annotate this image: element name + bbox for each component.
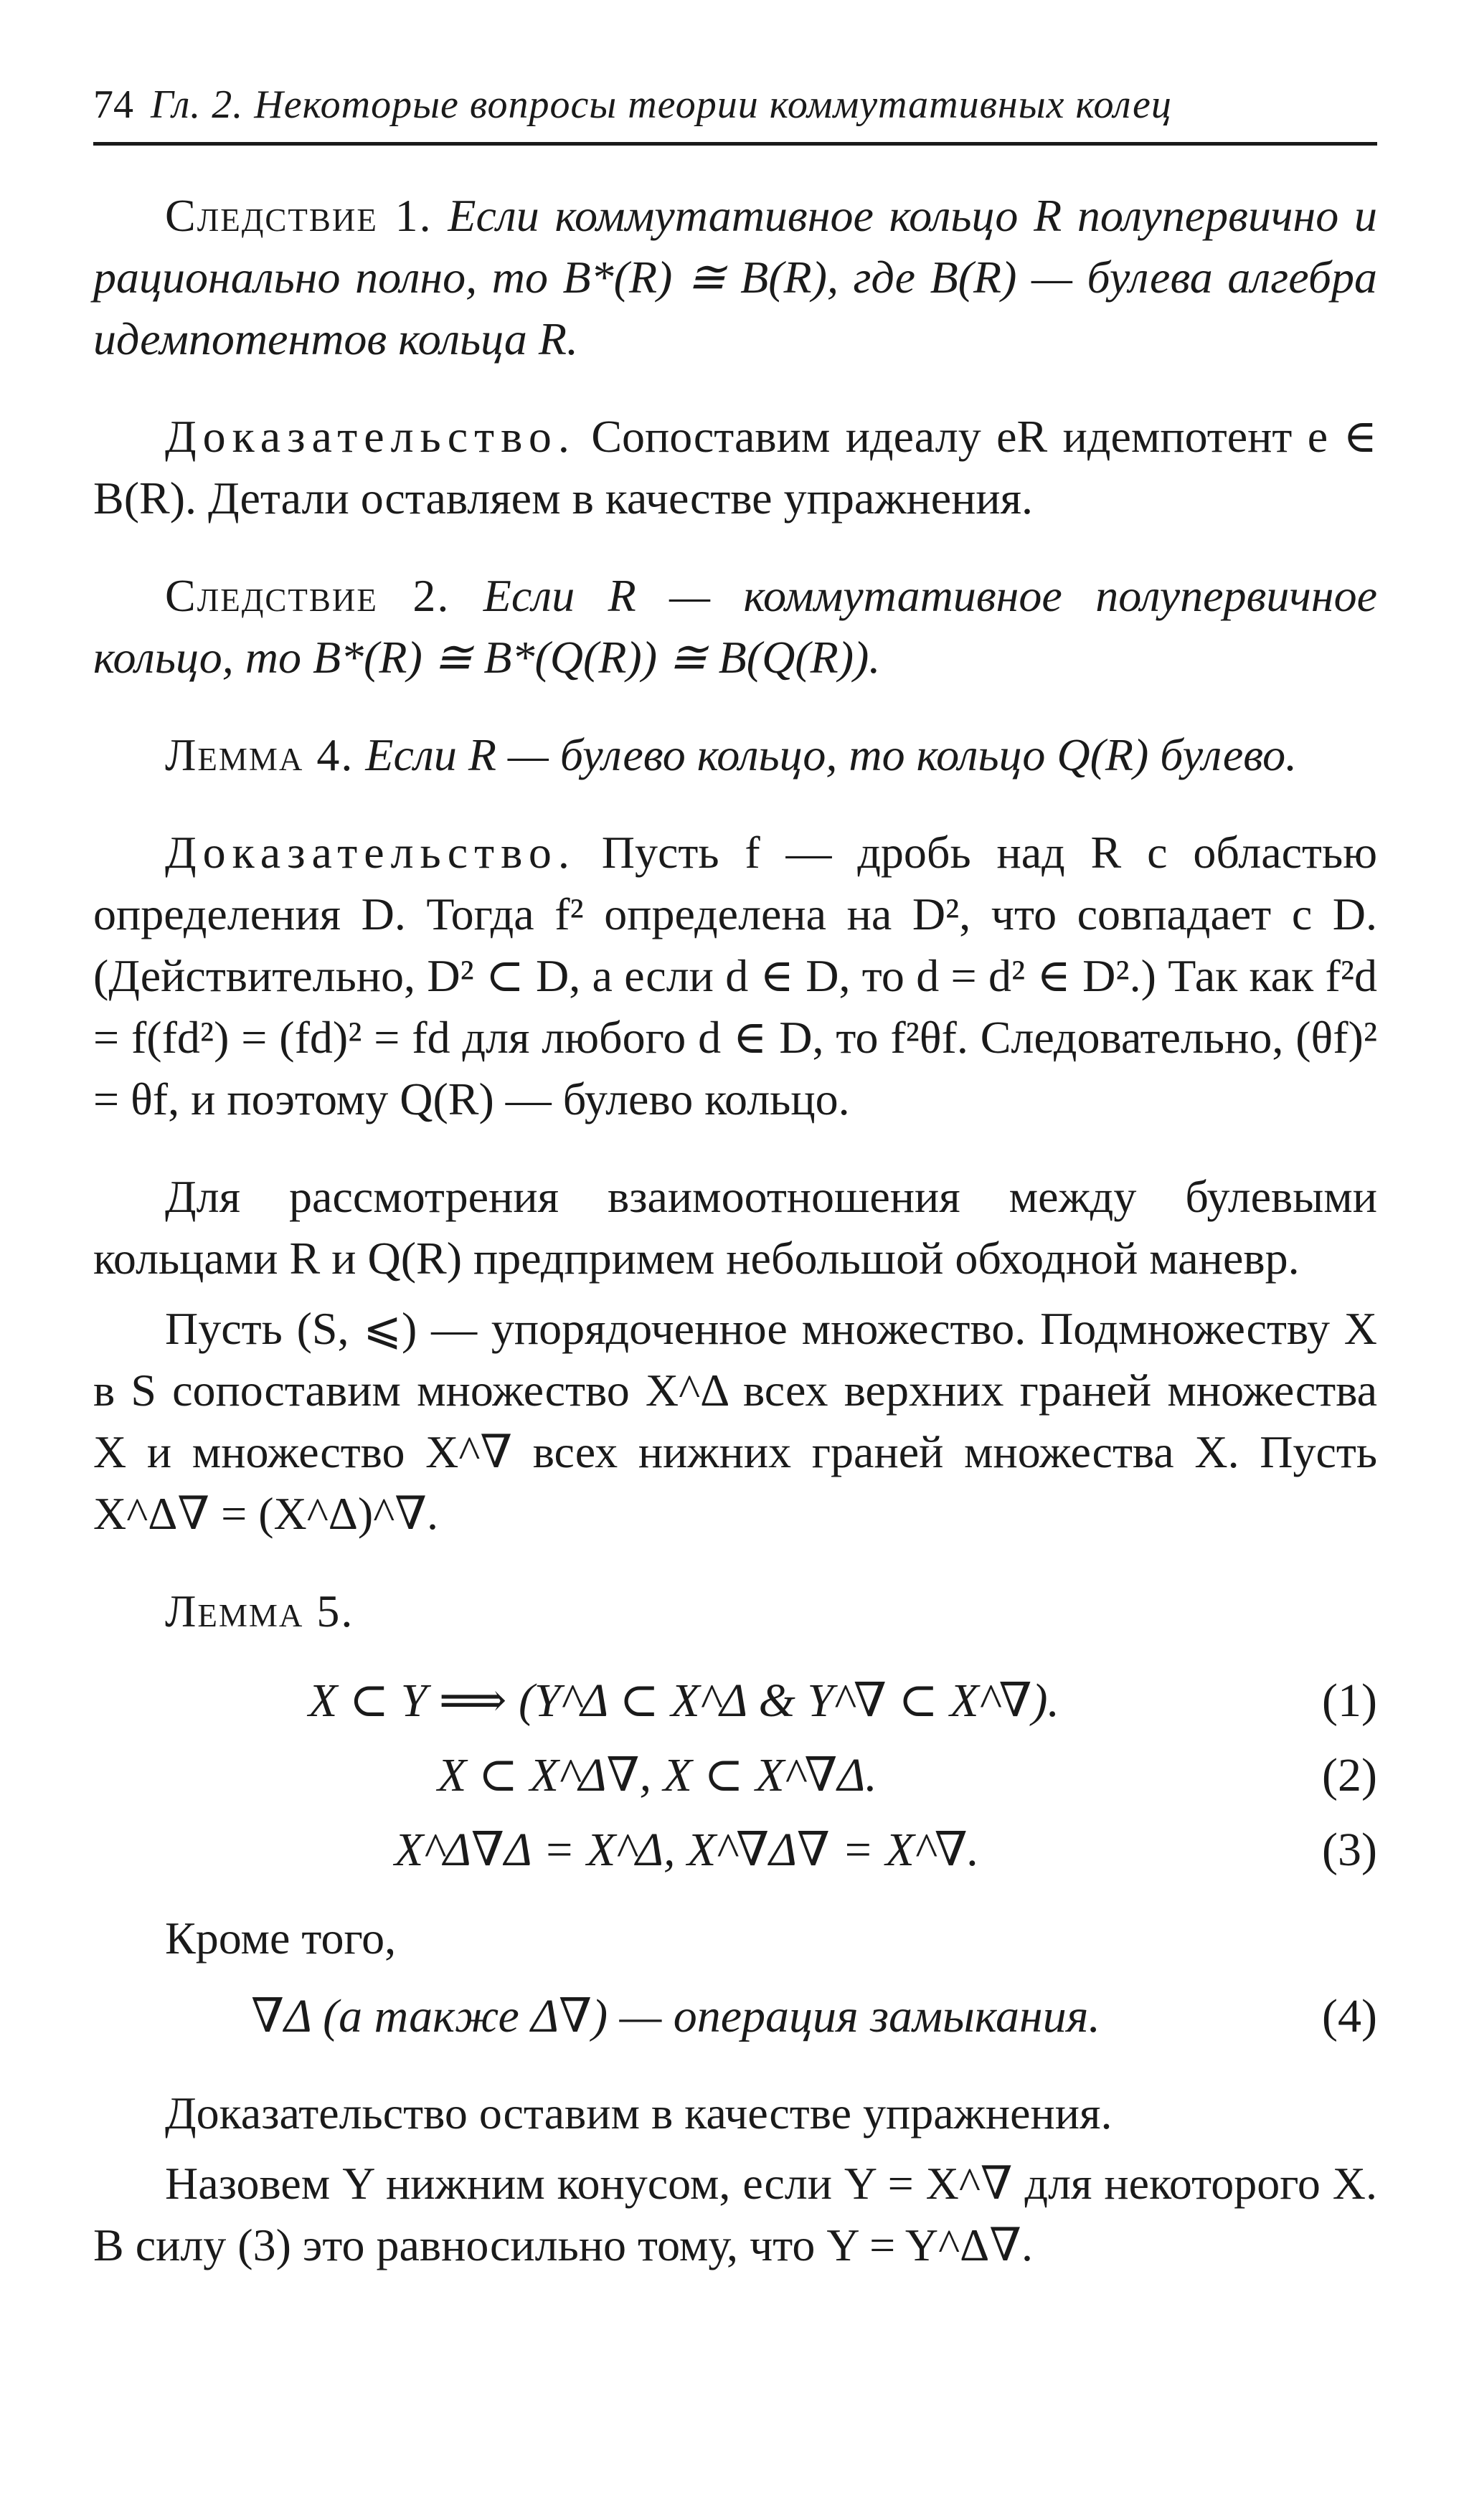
proof-2-text: Пусть f — дробь над R с областью определения D. Тогда f² определена на D², что совпадает с D. (Действительно, D² ⊂ D, а если d ∈ D, то d = d² ∈ D².) Так как f²d = f(fd²) = (fd)² = fd для любого d ∈ D, то f²θf. Следовательно, (θf)² = θf, и поэтому Q(R) — булево кольцо. (93, 827, 1378, 1124)
page-body (93, 185, 1377, 2312)
paragraph-lower-cone: Назовем Y нижним конусом, если Y = X^∇ для некоторого X. В силу (3) это равносильно тому, что Y = Y^Δ∇. (93, 2158, 1377, 2270)
corollary-1-label: Следствие 1. (165, 190, 433, 241)
equation-1-number: (1) (1322, 1675, 1377, 1727)
equation-2 (93, 1738, 1377, 1813)
paragraph-ordered-set: Пусть (S, ⩽) — упорядоченное множество. Подмножеству X в S сопоставим множество X^Δ всех верхних граней множества X и множество X^∇ всех нижних граней множества X. Пусть X^Δ∇ = (X^Δ)^∇. (93, 1303, 1377, 1539)
proof-1-text: Сопоставим идеалу eR идемпотент e ∈ B(R). Детали оставляем в качестве упражнения. (93, 411, 1378, 524)
proof-1 (93, 406, 1377, 529)
page-number: 74 (93, 82, 133, 127)
equation-3-number: (3) (1322, 1824, 1377, 1876)
equation-3 (93, 1813, 1377, 1887)
paragraph-proof-3: Доказательство оставим в качестве упражнения. (165, 2088, 1113, 2138)
corollary-2 (93, 565, 1377, 688)
equation-4 (93, 1979, 1377, 2054)
paragraph-detour: Для рассмотрения взаимоотношения между булевыми кольцами R и Q(R) предпримем небольшой обходной маневр. (93, 1171, 1377, 1284)
lemma-5-label: Лемма 5. (165, 1586, 354, 1636)
equation-2-number: (2) (1322, 1749, 1377, 1801)
equation-4-number: (4) (1322, 1990, 1377, 2042)
equation-1 (93, 1664, 1377, 1738)
proof-1-label: Доказательство. (165, 411, 576, 462)
lemma-5-equations (93, 1664, 1377, 1887)
lemma-4-text: Если R — булево кольцо, то кольцо Q(R) булево. (365, 729, 1298, 780)
equation-3-formula: X^Δ∇Δ = X^Δ, X^∇Δ∇ = X^∇. (395, 1824, 980, 1876)
lemma-5 (93, 1581, 1377, 1642)
proof-2-label: Доказательство. (165, 827, 576, 878)
corollary-2-label: Следствие 2. (165, 570, 450, 621)
lemma-4-label: Лемма 4. (165, 729, 354, 780)
corollary-2-text: Если R — коммутативное полупервичное кольцо, то B*(R) ≅ B*(Q(R)) ≅ B(Q(R)). (93, 570, 1377, 683)
corollary-1 (93, 185, 1377, 370)
running-head (93, 77, 1377, 132)
equation-4-formula: ∇Δ (а также Δ∇) — операция замыкания. (251, 1990, 1100, 2042)
proof-2 (93, 822, 1377, 1130)
corollary-1-text: Если коммутативное кольцо R полупервично и рационально полно, то B*(R) ≅ B(R), где B(R) — булева алгебра идемпотентов кольца R. (93, 190, 1377, 364)
equation-2-formula: X ⊂ X^Δ∇, X ⊂ X^∇Δ. (438, 1749, 877, 1801)
running-title: Гл. 2. Некоторые вопросы теории коммутативных колец (151, 82, 1172, 127)
moreover-line: Кроме того, (165, 1913, 397, 1964)
header-rule (93, 142, 1377, 146)
equation-1-formula: X ⊂ Y ⟹ (Y^Δ ⊂ X^Δ & Y^∇ ⊂ X^∇). (308, 1675, 1060, 1727)
lemma-4 (93, 724, 1377, 786)
